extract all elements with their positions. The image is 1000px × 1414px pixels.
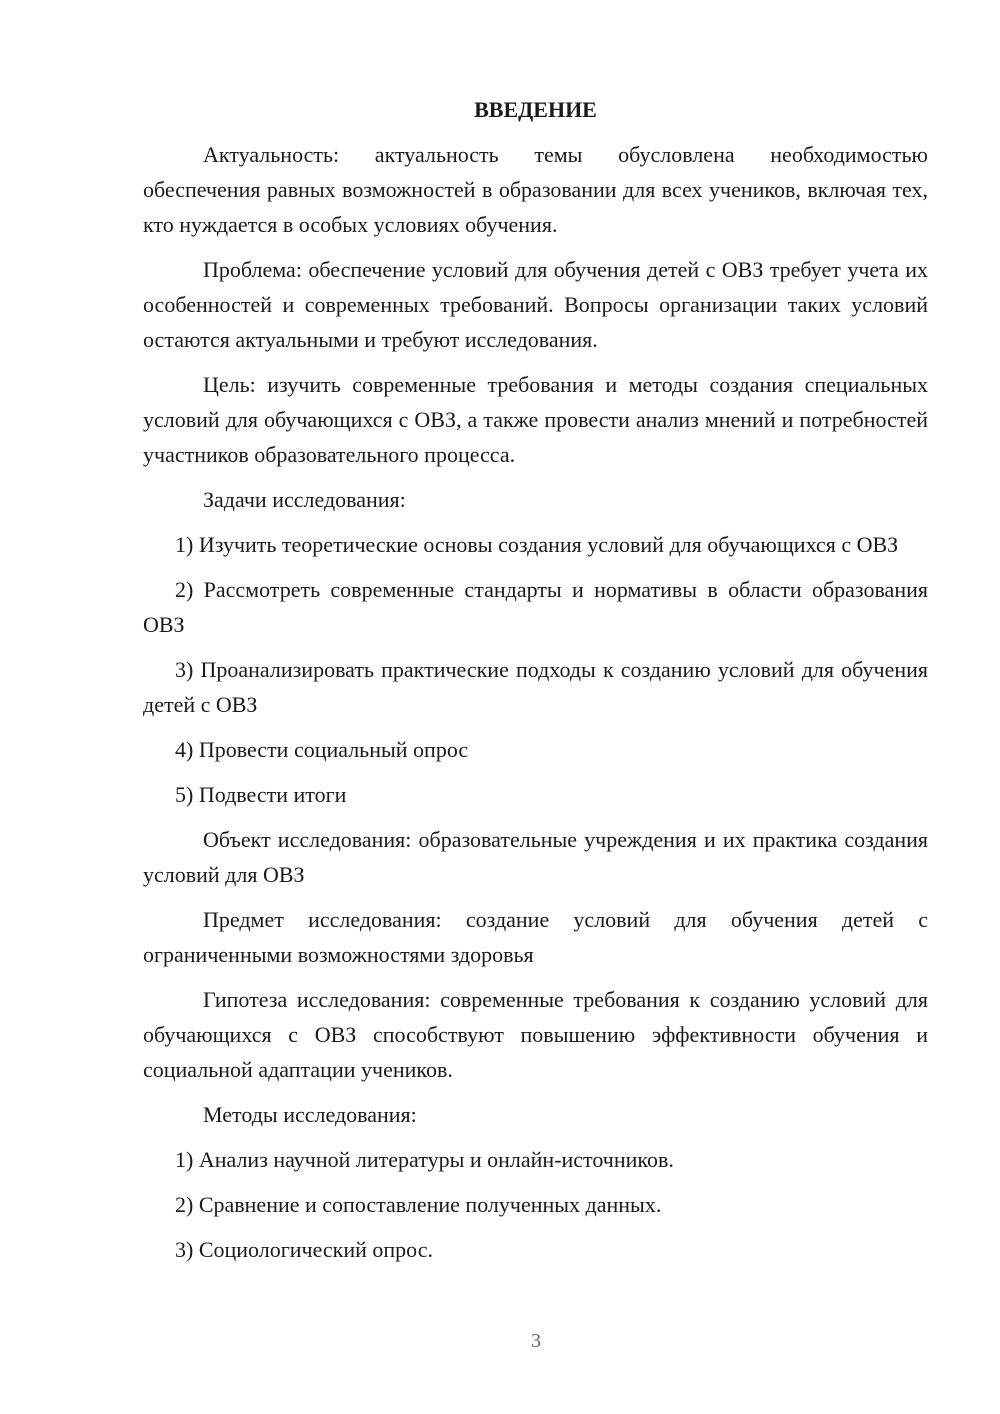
tasks-heading: Задачи исследования: bbox=[203, 487, 406, 512]
subject-paragraph: Предмет исследования: создание условий для обучения детей с ограниченными возможностями здоровья bbox=[143, 907, 928, 967]
section-title: ВВЕДЕНИЕ bbox=[474, 97, 597, 122]
methods-heading: Методы исследования: bbox=[203, 1102, 417, 1127]
task-item: 5) Подвести итоги bbox=[175, 782, 347, 807]
task-item: 1) Изучить теоретические основы создания условий для обучающихся с ОВЗ bbox=[175, 532, 899, 557]
goal-paragraph: Цель: изучить современные требования и методы создания специальных условий для обучающихся с ОВЗ, а также провести анализ мнений и потребностей участников образовательного процесса. bbox=[143, 372, 928, 467]
method-item: 3) Социологический опрос. bbox=[175, 1237, 433, 1262]
task-item: 4) Провести социальный опрос bbox=[175, 737, 469, 762]
document-page bbox=[143, 92, 928, 1277]
task-item: 3) Проанализировать практические подходы к созданию условий для обучения детей с ОВЗ bbox=[143, 657, 928, 717]
hypothesis-paragraph: Гипотеза исследования: современные требования к созданию условий для обучающихся с ОВЗ способствуют повышению эффективности обучения и социальной адаптации учеников. bbox=[143, 987, 928, 1082]
page-number: 3 bbox=[531, 1330, 541, 1352]
relevance-paragraph: Актуальность: актуальность темы обусловлена необходимостью обеспечения равных возможностей в образовании для всех учеников, включая тех, кто нуждается в особых условиях обучения. bbox=[143, 142, 928, 237]
method-item: 1) Анализ научной литературы и онлайн-источников. bbox=[175, 1147, 674, 1172]
method-item: 2) Сравнение и сопоставление полученных данных. bbox=[175, 1192, 662, 1217]
object-paragraph: Объект исследования: образовательные учреждения и их практика создания условий для ОВЗ bbox=[143, 827, 928, 887]
task-item: 2) Рассмотреть современные стандарты и нормативы в области образования ОВЗ bbox=[143, 577, 928, 637]
problem-paragraph: Проблема: обеспечение условий для обучения детей с ОВЗ требует учета их особенностей и современных требований. Вопросы организации таких условий остаются актуальными и требуют исследования. bbox=[143, 257, 928, 352]
